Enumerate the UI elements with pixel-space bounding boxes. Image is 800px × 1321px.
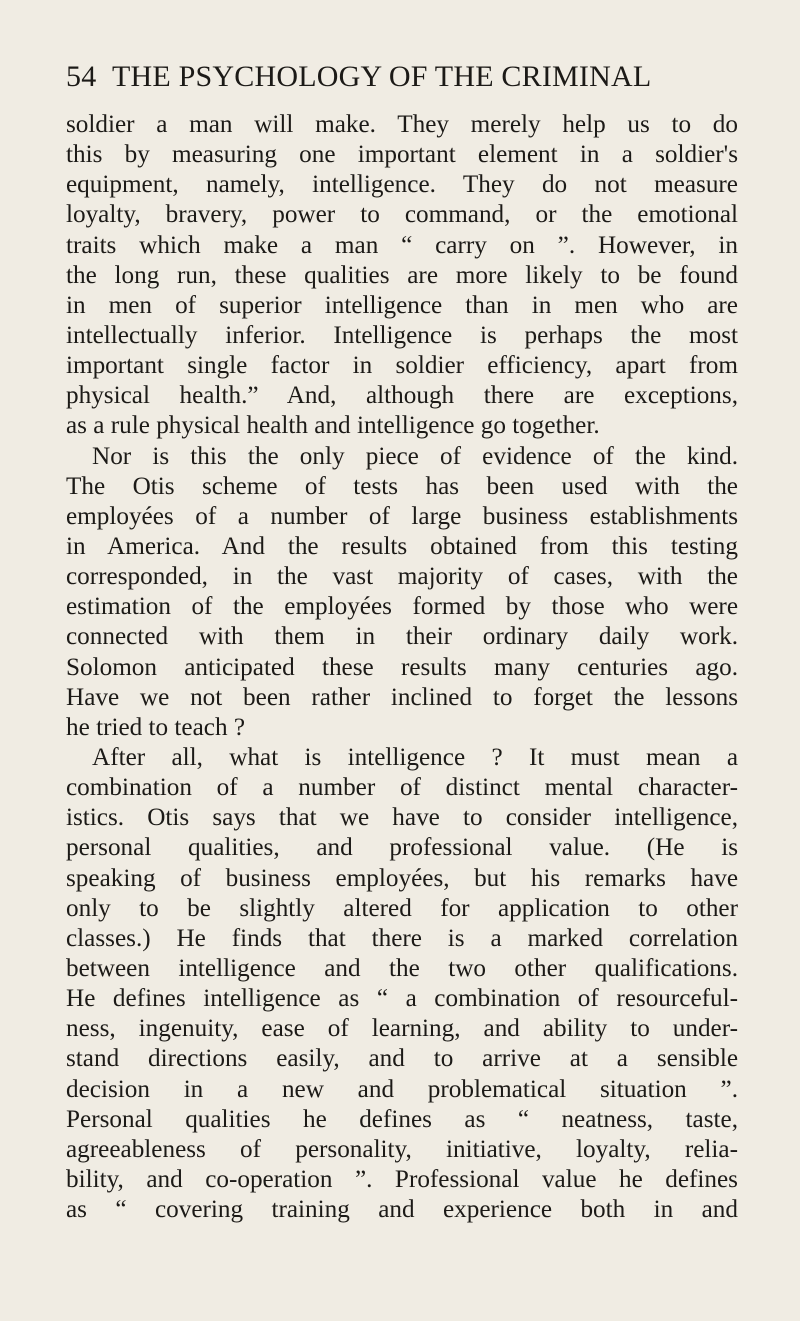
text-line: soldier a man will make. They merely help us to do <box>66 111 738 138</box>
text-line: loyalty, bravery, power to command, or the emotional <box>66 201 738 229</box>
text-line: connected with them in their ordinary daily work. <box>66 623 738 651</box>
text-line: the long run, these qualities are more likely to be found <box>66 261 738 289</box>
text-line: combination of a number of distinct mental character- <box>66 774 738 802</box>
text-line: classes.) He finds that there is a marked correlation <box>66 924 738 952</box>
text-line: ness, ingenuity, ease of learning, and ability to under- <box>66 1015 738 1043</box>
text-line: as “ covering training and experience both in and <box>66 1196 738 1224</box>
text-line: traits which make a man “ carry on ”. However, in <box>66 231 738 259</box>
paragraph-start-line: Nor is this the only piece of evidence of the kind. <box>92 442 738 470</box>
text-line: only to be slightly altered for application to other <box>66 894 738 922</box>
paragraph-start-line: After all, what is intelligence ? It must mean a <box>92 743 738 771</box>
text-line: Have we not been rather inclined to forget the lessons <box>66 683 738 711</box>
text-line: stand directions easily, and to arrive at a sensible <box>66 1045 738 1073</box>
text-line: employées of a number of large business establishments <box>66 502 738 530</box>
text-line: he tried to teach ? <box>66 713 246 741</box>
text-line: between intelligence and the two other qualifications. <box>66 954 738 982</box>
text-line: He defines intelligence as “ a combination of resourceful- <box>66 985 738 1013</box>
text-line: corresponded, in the vast majority of cases, with the <box>66 563 738 591</box>
text-line: bility, and co-operation ”. Professional value he defines <box>66 1165 738 1193</box>
running-head <box>66 52 738 102</box>
text-line: this by measuring one important element in a soldier's <box>66 141 738 169</box>
running-title: THE PSYCHOLOGY OF THE CRIMINAL <box>112 60 652 93</box>
body-text <box>66 110 738 1225</box>
page-number: 54 <box>66 60 97 93</box>
text-line: physical health.” And, although there are exceptions, <box>66 382 738 410</box>
text-line: istics. Otis says that we have to consider intelligence, <box>66 804 738 832</box>
text-line: intellectually inferior. Intelligence is perhaps the most <box>66 321 738 349</box>
text-line: in America. And the results obtained from this testing <box>66 532 738 560</box>
text-line: agreeableness of personality, initiative, loyalty, relia- <box>66 1135 738 1163</box>
text-line: speaking of business employées, but his remarks have <box>66 864 738 892</box>
text-line: decision in a new and problematical situation ”. <box>66 1075 738 1103</box>
text-line: The Otis scheme of tests has been used with the <box>66 472 738 500</box>
text-line: Personal qualities he defines as “ neatness, taste, <box>66 1105 738 1133</box>
text-line: equipment, namely, intelligence. They do not measure <box>66 171 738 199</box>
text-line: Solomon anticipated these results many centuries ago. <box>66 653 738 681</box>
text-line: estimation of the employées formed by those who were <box>66 593 738 621</box>
text-line: as a rule physical health and intelligence go together. <box>66 412 600 440</box>
text-line: in men of superior intelligence than in men who are <box>66 291 738 319</box>
text-line: personal qualities, and professional value. (He is <box>66 834 738 862</box>
text-line: important single factor in soldier efficiency, apart from <box>66 352 738 380</box>
